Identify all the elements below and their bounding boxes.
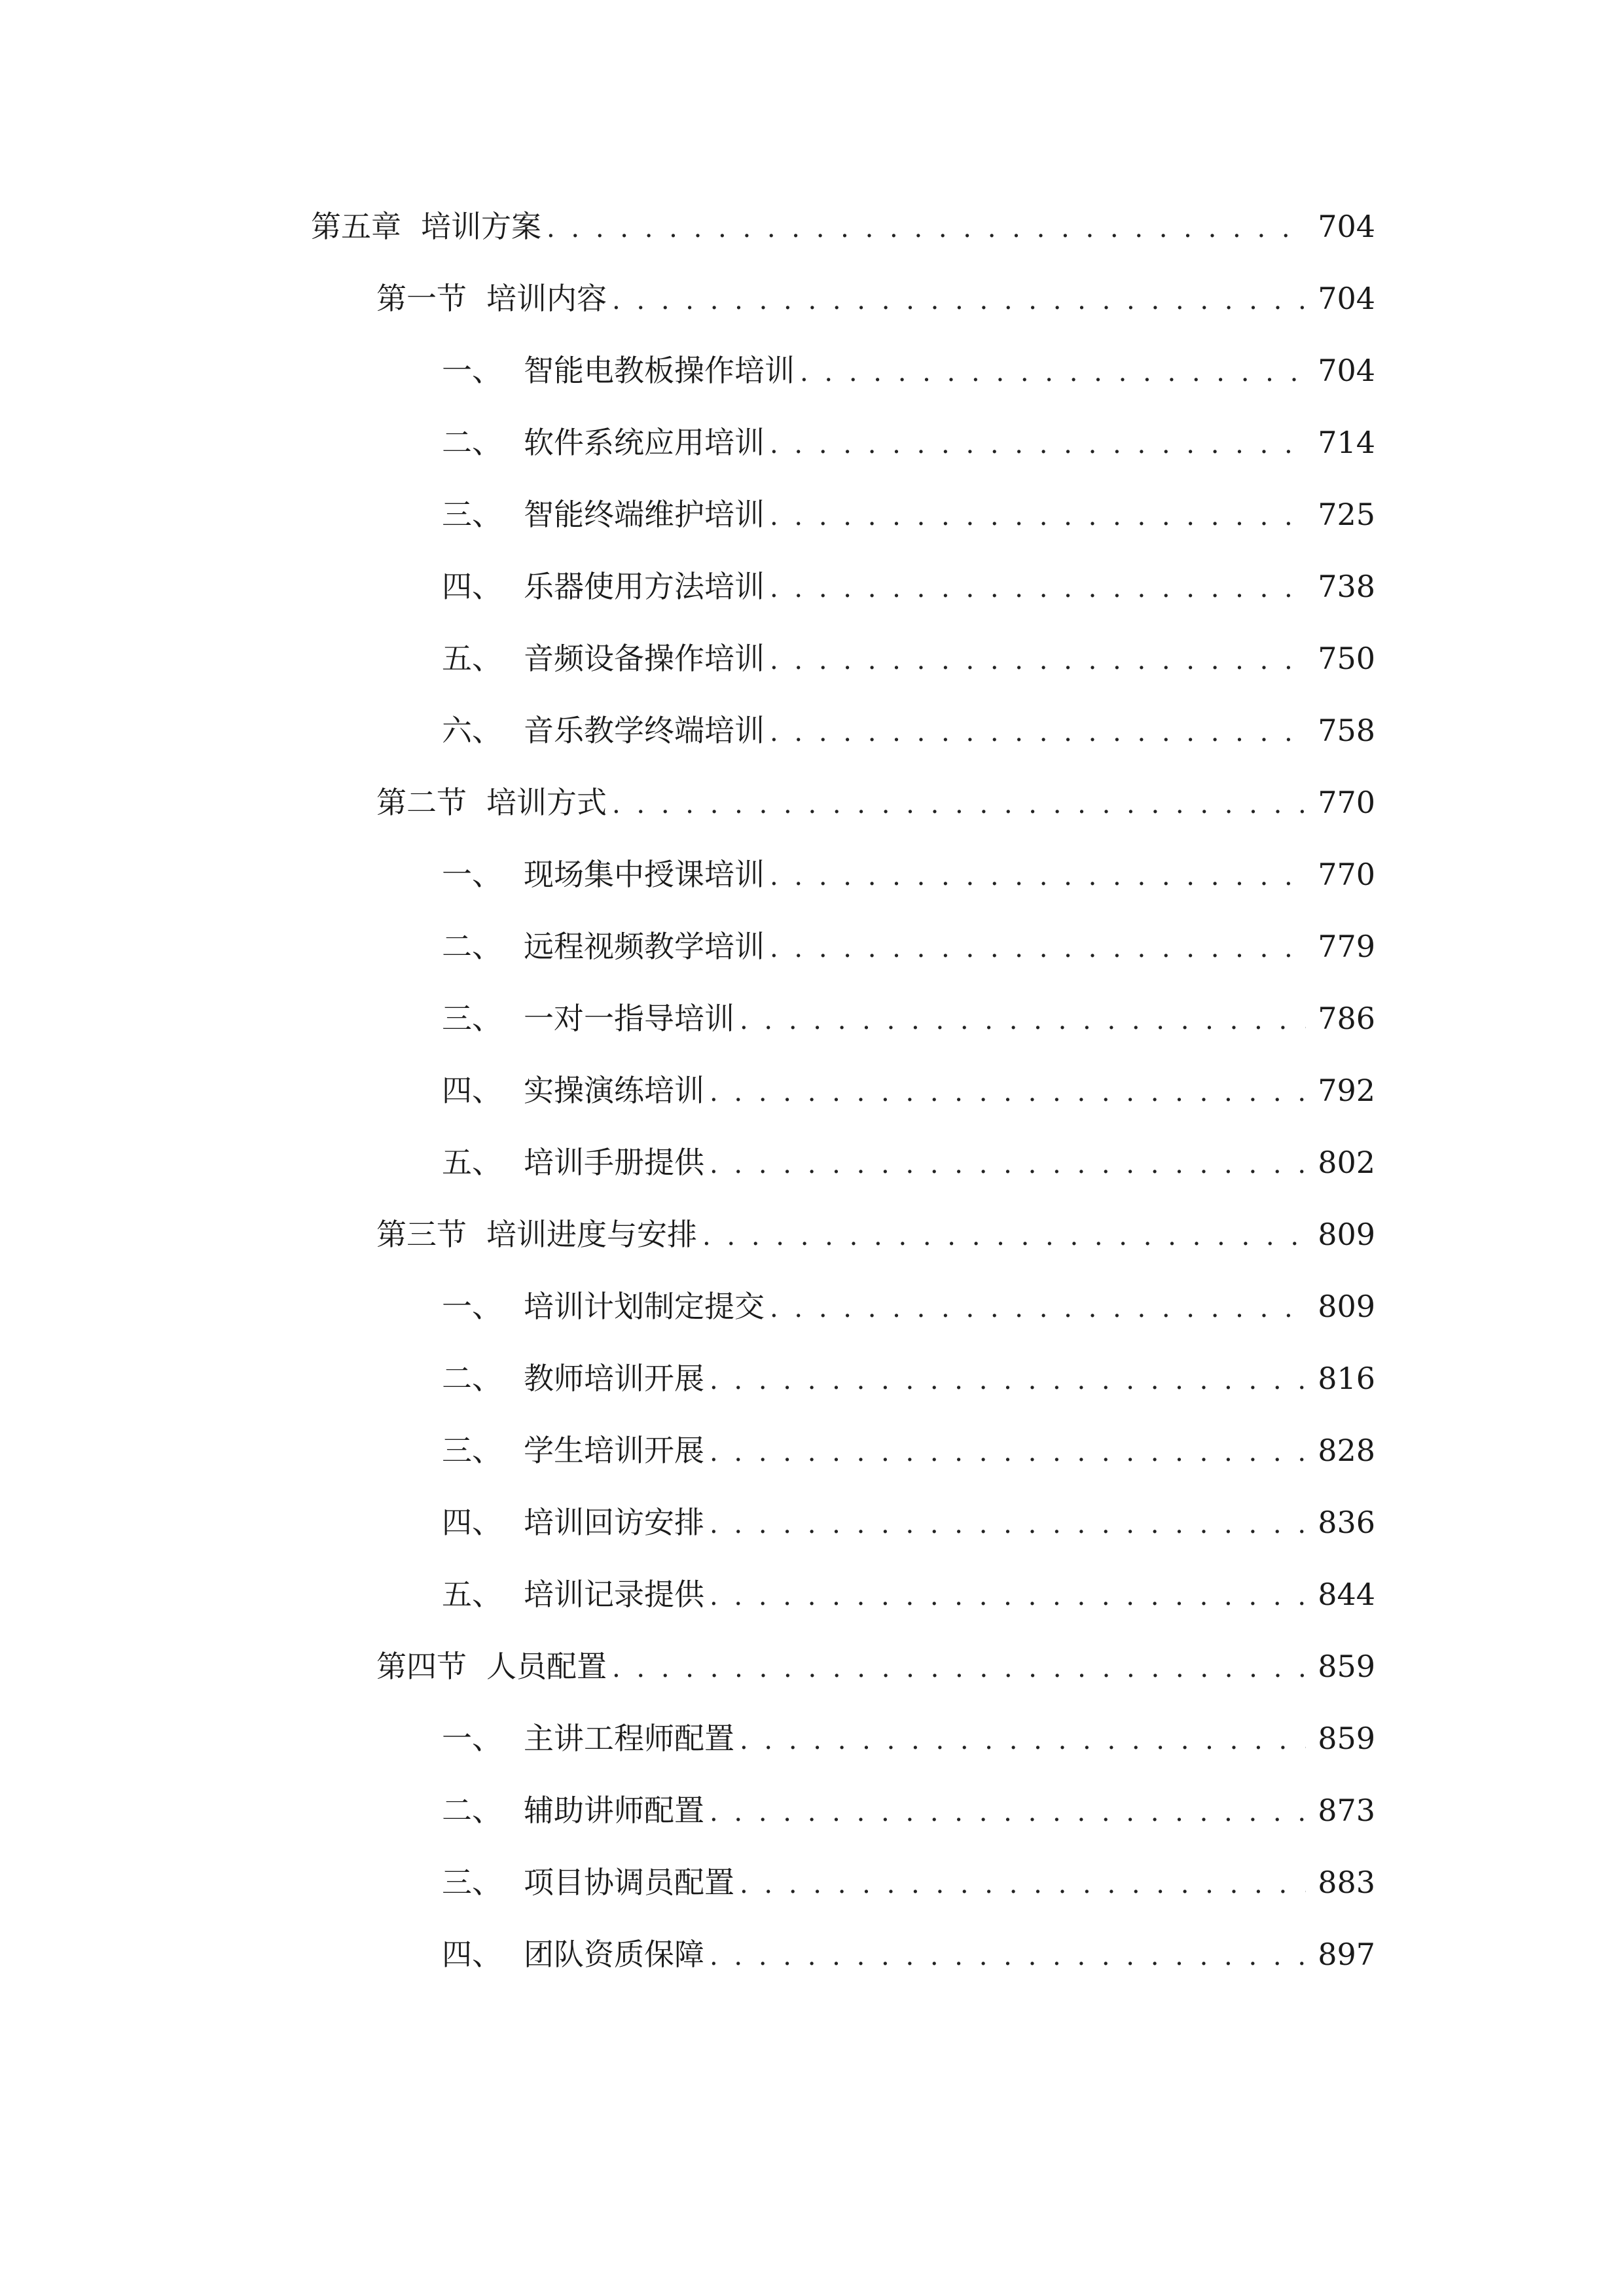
toc-entry[interactable] (376, 276, 1375, 321)
toc-entry-prefix: 二、 (442, 1361, 502, 1396)
toc-entry-title: 现场集中授课培训 (524, 857, 765, 892)
dot-leader (710, 1573, 1306, 1619)
toc-entry[interactable] (442, 924, 1375, 969)
dot-leader (770, 637, 1306, 683)
dot-leader (770, 422, 1306, 467)
toc-entry-prefix: 五、 (442, 1577, 502, 1612)
toc-entry-title: 音频设备操作培训 (524, 641, 765, 676)
dot-leader (770, 1285, 1306, 1331)
toc-entry[interactable] (442, 1787, 1375, 1833)
toc-entry-page: 897 (1318, 1937, 1375, 1972)
dot-leader (770, 709, 1306, 755)
dot-leader (800, 350, 1306, 395)
toc-entry-page: 883 (1318, 1865, 1375, 1900)
toc-entry-title: 培训计划制定提交 (524, 1289, 765, 1324)
toc-entry[interactable] (442, 564, 1375, 609)
toc-entry-prefix: 五、 (442, 1145, 502, 1180)
toc-entry[interactable] (376, 1211, 1375, 1257)
toc-entry-page: 704 (1318, 281, 1375, 316)
toc-entry-prefix: 四、 (442, 1505, 502, 1540)
toc-entry-prefix: 第五章 (311, 209, 401, 244)
toc-entry-title: 人员配置 (486, 1649, 607, 1684)
toc-entry-prefix: 三、 (442, 497, 502, 532)
toc-entry-prefix: 五、 (442, 641, 502, 676)
toc-entry-page: 809 (1318, 1289, 1375, 1324)
toc-entry-prefix: 二、 (442, 929, 502, 964)
toc-entry-title: 远程视频教学培训 (524, 929, 765, 964)
toc-entry-page: 809 (1318, 1217, 1375, 1252)
toc-entry[interactable] (311, 204, 1375, 249)
toc-entry-page: 792 (1318, 1073, 1375, 1108)
toc-entry-title: 培训方案 (421, 209, 541, 244)
toc-entry-page: 859 (1318, 1721, 1375, 1756)
toc-entry[interactable] (442, 996, 1375, 1041)
toc-entry-title: 主讲工程师配置 (524, 1721, 734, 1756)
toc-entry-page: 770 (1318, 785, 1375, 820)
dot-leader (612, 781, 1306, 827)
toc-entry[interactable] (442, 1571, 1375, 1617)
toc-entry-page: 704 (1318, 209, 1375, 244)
toc-entry-page: 873 (1318, 1793, 1375, 1828)
toc-entry-page: 750 (1318, 641, 1375, 676)
toc-entry-title: 培训方式 (486, 785, 607, 820)
dot-leader (770, 493, 1306, 539)
dot-leader (710, 1429, 1306, 1475)
toc-entry-page: 816 (1318, 1361, 1375, 1396)
toc-entry-title: 乐器使用方法培训 (524, 569, 765, 604)
toc-entry-title: 音乐教学终端培训 (524, 713, 765, 748)
dot-leader (710, 1501, 1306, 1547)
toc-entry-page: 836 (1318, 1505, 1375, 1540)
toc-entry[interactable] (442, 1931, 1375, 1977)
dot-leader (770, 853, 1306, 899)
toc-entry-title: 软件系统应用培训 (524, 425, 765, 460)
toc-entry[interactable] (442, 348, 1375, 393)
toc-entry-prefix: 一、 (442, 1289, 502, 1324)
toc-entry-prefix: 三、 (442, 1433, 502, 1468)
dot-leader (770, 925, 1306, 971)
dot-leader (770, 565, 1306, 611)
dot-leader (710, 1789, 1306, 1835)
toc-entry-prefix: 一、 (442, 1721, 502, 1756)
toc-entry-title: 培训进度与安排 (486, 1217, 697, 1252)
dot-leader (612, 1645, 1306, 1691)
toc-entry-title: 培训回访安排 (524, 1505, 704, 1540)
dot-leader (702, 1213, 1306, 1259)
toc-entry-title: 辅助讲师配置 (524, 1793, 704, 1828)
toc-entry-page: 714 (1318, 425, 1375, 460)
toc-entry[interactable] (442, 1283, 1375, 1329)
dot-leader (740, 1717, 1306, 1763)
dot-leader (710, 1141, 1306, 1187)
toc-entry-prefix: 三、 (442, 1001, 502, 1036)
toc-entry-prefix: 第四节 (376, 1649, 467, 1684)
dot-leader (547, 206, 1306, 251)
toc-entry-prefix: 二、 (442, 1793, 502, 1828)
toc-entry-page: 786 (1318, 1001, 1375, 1036)
toc-entry-prefix: 四、 (442, 1073, 502, 1108)
toc-entry-title: 智能终端维护培训 (524, 497, 765, 532)
toc-entry-prefix: 四、 (442, 1937, 502, 1972)
toc-entry-page: 859 (1318, 1649, 1375, 1684)
dot-leader (740, 1861, 1306, 1907)
toc-entry-title: 培训记录提供 (524, 1577, 704, 1612)
toc-entry[interactable] (442, 1859, 1375, 1905)
toc-entry-title: 智能电教板操作培训 (524, 353, 795, 388)
toc-entry-page: 704 (1318, 353, 1375, 388)
toc-entry-page: 738 (1318, 569, 1375, 604)
toc-entry-prefix: 六、 (442, 713, 502, 748)
toc-entry[interactable] (442, 636, 1375, 681)
toc-entry[interactable] (442, 1427, 1375, 1473)
toc-entry[interactable] (442, 1139, 1375, 1185)
toc-entry-title: 培训内容 (486, 281, 607, 316)
toc-entry-page: 725 (1318, 497, 1375, 532)
toc-entry-title: 实操演练培训 (524, 1073, 704, 1108)
dot-leader (710, 1933, 1306, 1979)
toc-entry-title: 项目协调员配置 (524, 1865, 734, 1900)
toc-entry-page: 758 (1318, 713, 1375, 748)
toc-entry-prefix: 第二节 (376, 785, 467, 820)
toc-entry-page: 770 (1318, 857, 1375, 892)
toc-entry[interactable] (442, 1355, 1375, 1401)
toc-entry-prefix: 二、 (442, 425, 502, 460)
toc-entry-page: 828 (1318, 1433, 1375, 1468)
toc-entry[interactable] (442, 1715, 1375, 1761)
toc-entry-prefix: 一、 (442, 353, 502, 388)
toc-entry[interactable] (442, 852, 1375, 897)
dot-leader (710, 1069, 1306, 1115)
toc-entry-title: 教师培训开展 (524, 1361, 704, 1396)
toc-entry[interactable] (442, 420, 1375, 465)
toc-entry-title: 培训手册提供 (524, 1145, 704, 1180)
toc-entry-title: 团队资质保障 (524, 1937, 704, 1972)
toc-entry-page: 802 (1318, 1145, 1375, 1180)
toc-entry-prefix: 三、 (442, 1865, 502, 1900)
toc-entry-prefix: 第三节 (376, 1217, 467, 1252)
toc-entry-prefix: 一、 (442, 857, 502, 892)
dot-leader (612, 278, 1306, 323)
toc-entry-prefix: 四、 (442, 569, 502, 604)
toc-entry-prefix: 第一节 (376, 281, 467, 316)
toc-entry[interactable] (442, 1067, 1375, 1113)
toc-entry-title: 学生培训开展 (524, 1433, 704, 1468)
toc-entry-title: 一对一指导培训 (524, 1001, 734, 1036)
toc-entry[interactable] (442, 708, 1375, 753)
toc-entry[interactable] (442, 1499, 1375, 1545)
toc-entry[interactable] (376, 780, 1375, 825)
toc-entry[interactable] (442, 492, 1375, 537)
toc-entry-page: 844 (1318, 1577, 1375, 1612)
dot-leader (740, 997, 1306, 1043)
toc-entry[interactable] (376, 1643, 1375, 1689)
dot-leader (710, 1357, 1306, 1403)
toc-entry-page: 779 (1318, 929, 1375, 964)
